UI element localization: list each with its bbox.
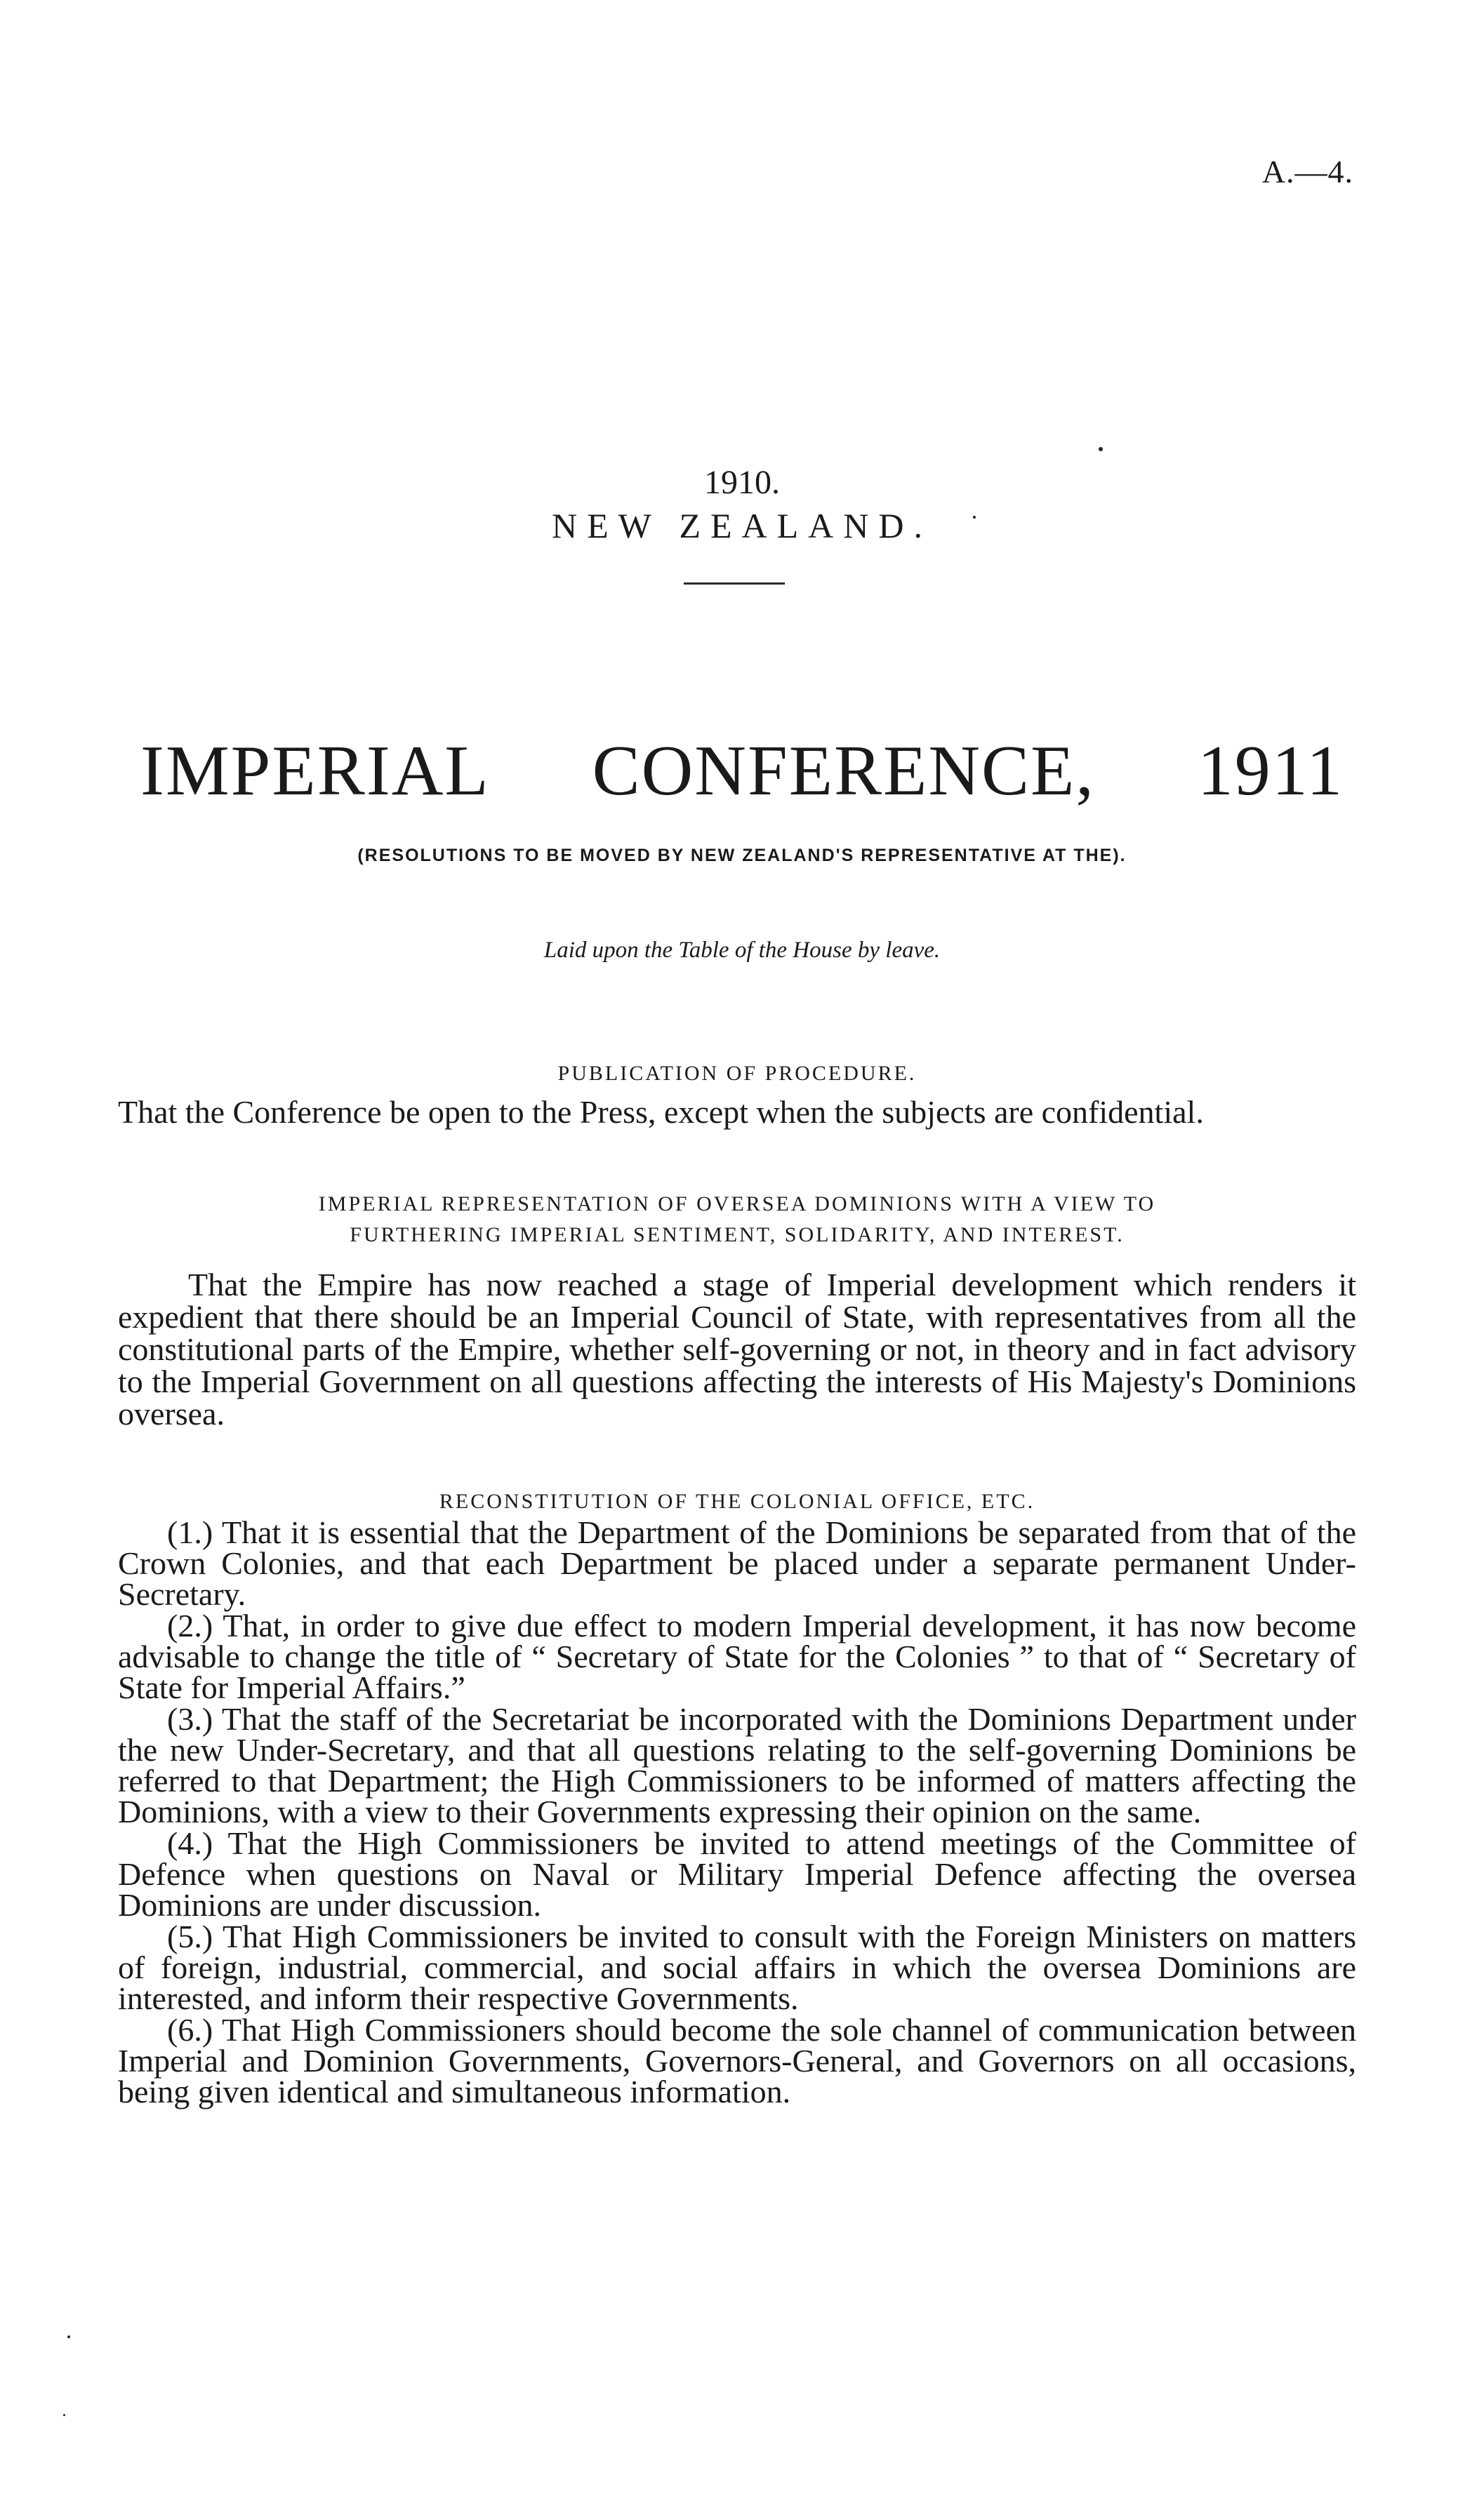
heading-representation-line1: IMPERIAL REPRESENTATION OF OVERSEA DOMINIONS WITH A VIEW TO bbox=[318, 1192, 1156, 1215]
masthead-rule bbox=[684, 582, 785, 585]
resolution-item: (2.) That, in order to give due effect to modern Imperial development, it has now become advisable to change the title of “ Secretary of State for the Colonies ” to that of “ Secretary of State for Imperial Affairs.” bbox=[118, 1608, 1356, 1705]
masthead-year: 1910. bbox=[704, 464, 780, 501]
resolution-item: (4.) That the High Commissioners be invited to attend meetings of the Committee of Defence when questions on Naval or Military Imperial Defence affecting the oversea Dominions are under discussion. bbox=[118, 1825, 1356, 1923]
masthead-country: NEW ZEALAND. bbox=[552, 506, 932, 545]
resolution-item: (5.) That High Commissioners be invited to consult with the Foreign Ministers on matters of foreign, industrial, commercial, and social affairs in which the oversea Dominions are interested, and inform their respective Governments. bbox=[118, 1919, 1356, 2016]
publication-lead-word: That bbox=[118, 1094, 178, 1130]
heading-representation bbox=[118, 1189, 1356, 1251]
print-speck bbox=[67, 2335, 70, 2338]
resolution-item: (1.) That it is essential that the Department of the Dominions be separated from that of the Crown Colonies, and that each Department be placed under a separate permanent Under-Secretary. bbox=[118, 1514, 1356, 1612]
heading-publication: PUBLICATION OF PROCEDURE. bbox=[557, 1062, 917, 1085]
title-word: CONFERENCE, bbox=[592, 731, 1095, 811]
document-title bbox=[140, 730, 1344, 812]
document-subtitle: (RESOLUTIONS TO BE MOVED BY NEW ZEALAND'S REPRESENTATIVE AT THE). bbox=[357, 846, 1127, 865]
print-speck bbox=[63, 2414, 65, 2416]
heading-representation-line2: FURTHERING IMPERIAL SENTIMENT, SOLIDARITY, AND INTEREST. bbox=[350, 1223, 1125, 1246]
publication-paragraph bbox=[118, 1096, 1356, 1128]
representation-paragraph bbox=[118, 1269, 1356, 1430]
resolution-item: (6.) That High Commissioners should become the sole channel of communication between Imperial and Dominion Governments, Governors-General, and Governors on all occasions, being given identical and simultaneous information. bbox=[118, 2012, 1356, 2109]
print-speck bbox=[1099, 447, 1103, 451]
title-word: 1911 bbox=[1197, 731, 1344, 811]
paper-number: A.—4. bbox=[1261, 154, 1353, 189]
resolution-item: (3.) That the staff of the Secretariat be incorporated with the Dominions Department under the new Under-Secretary, and that all questions relating to the self-governing Dominions be referred to that Department; the High Commissioners to be informed of matters affecting the Dominions, with a view to their Governments expressing their opinion on the same. bbox=[118, 1701, 1356, 1829]
representation-text: That the Empire has now reached a stage of Imperial development which renders it expedient that there should be an Imperial Council of State, with representatives from all the constitutional parts of the Empire, whether self-governing or not, in theory and in fact advisory to the Imperial Government on all questions affecting the interests of His Majesty's Dominions oversea. bbox=[118, 1267, 1356, 1432]
publication-text: the Conference be open to the Press, except when the subjects are confidential. bbox=[177, 1094, 1204, 1130]
laid-notice: Laid upon the Table of the House by leave. bbox=[543, 938, 941, 963]
resolution-list bbox=[118, 1514, 1356, 2109]
title-word: IMPERIAL bbox=[140, 731, 490, 811]
heading-reconstitution: RECONSTITUTION OF THE COLONIAL OFFICE, ETC. bbox=[439, 1490, 1035, 1513]
